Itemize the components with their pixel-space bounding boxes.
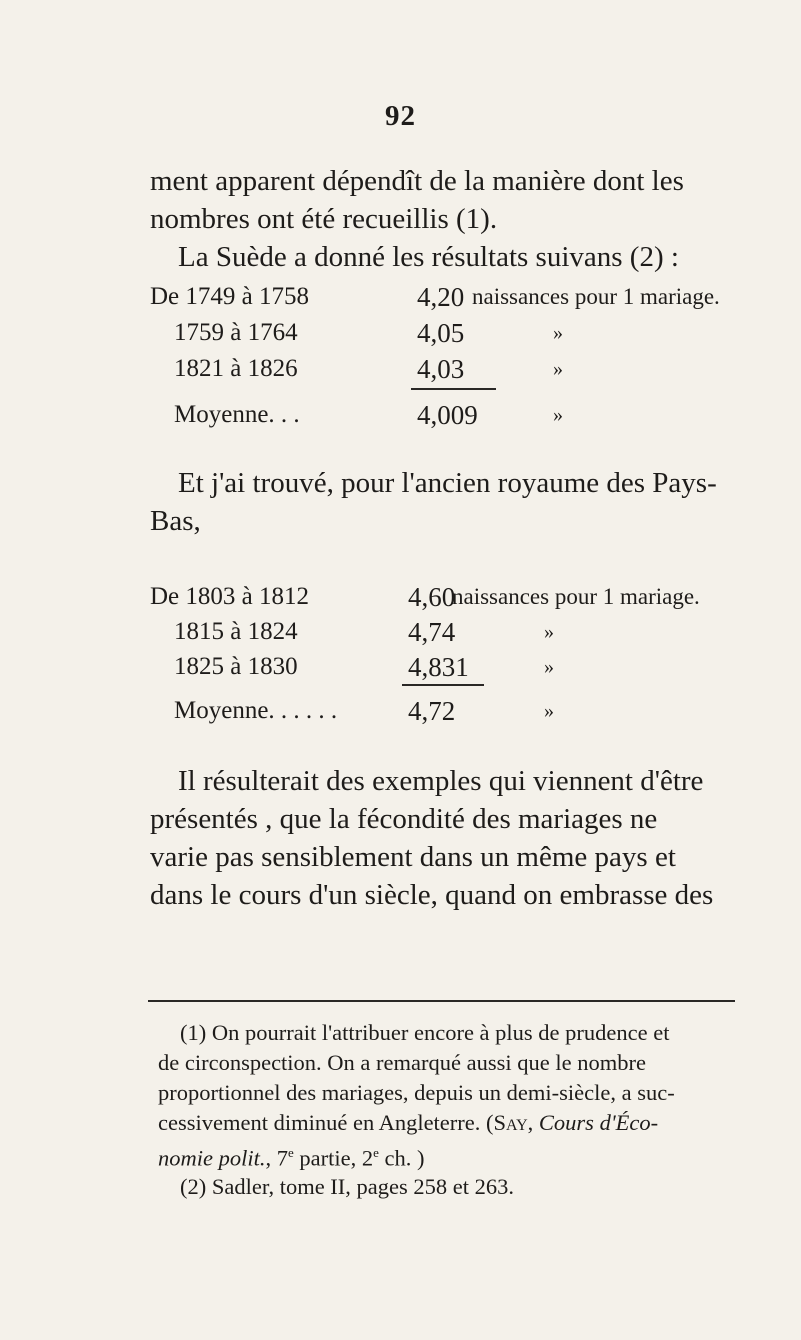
text-line: Il résulterait des exemples qui viennent d'être: [178, 765, 704, 797]
paragraph-netherlands: [150, 464, 750, 540]
text-line: de circonspection. On a remarqué aussi que le nombre: [158, 1050, 646, 1075]
text-line: présentés , que la fécondité des mariages ne: [150, 803, 658, 835]
text-line: ment apparent dépendît de la manière dont les: [150, 165, 684, 197]
value-cell: 4,60: [408, 582, 456, 612]
footnote-divider: [148, 1000, 735, 1002]
table-row: [150, 580, 790, 614]
value-cell: 4,74: [408, 617, 456, 647]
value-cell: 4,03: [417, 354, 465, 384]
text-segment: partie, 2: [293, 1145, 374, 1171]
table-row: [150, 316, 790, 350]
sum-rule: [402, 684, 484, 686]
text-line: [158, 1138, 758, 1174]
citation-title: Cours d'Éco-: [538, 1110, 659, 1135]
citation-title: nomie polit.: [158, 1145, 266, 1171]
footnote-1: [158, 1018, 758, 1174]
text-line: cessivement diminué en Angleterre. (Say, Cours d'Éco-: [158, 1110, 659, 1135]
table-row: [150, 280, 790, 314]
text-line: Bas,: [150, 505, 201, 537]
average-label: Moyenne. . .: [174, 401, 300, 428]
table-row-average: [150, 694, 790, 728]
page-number: 92: [385, 100, 416, 132]
period-cell: De 1803 à 1812: [150, 583, 309, 610]
ditto-mark: »: [544, 621, 554, 643]
period-cell: De 1749 à 1758: [150, 283, 309, 310]
average-value: 4,009: [417, 400, 478, 430]
text-line: proportionnel des mariages, depuis un demi-siècle, a suc-: [158, 1080, 675, 1105]
ditto-mark: »: [553, 322, 563, 344]
ditto-mark: »: [544, 656, 554, 678]
paragraph-intro: [150, 162, 750, 276]
average-value: 4,72: [408, 696, 456, 726]
sum-rule: [411, 388, 496, 390]
table-row: [150, 650, 790, 684]
footnote-2: [180, 1172, 780, 1202]
unit-cell: naissances pour 1 mariage.: [472, 284, 720, 309]
table-row-average: [150, 398, 790, 432]
period-cell: 1759 à 1764: [174, 319, 298, 346]
value-cell: 4,05: [417, 318, 465, 348]
value-cell: 4,831: [408, 652, 469, 682]
unit-cell: naissances pour 1 mariage.: [452, 584, 700, 609]
text-line: (2) Sadler, tome II, pages 258 et 263.: [180, 1174, 515, 1199]
text-line: (1) On pourrait l'attribuer encore à plus de prudence et: [180, 1020, 670, 1045]
text-segment: cessivement diminué en Angleterre. (: [158, 1110, 494, 1135]
superscript: e: [288, 1145, 294, 1160]
table-row: [150, 352, 790, 386]
text-line: nombres ont été recueillis (1).: [150, 203, 498, 235]
ditto-mark: »: [553, 404, 563, 426]
average-label: Moyenne. . . . . .: [174, 697, 338, 724]
period-cell: 1825 à 1830: [174, 653, 298, 680]
text-segment: ch. ): [378, 1145, 425, 1171]
citation-author: Say: [493, 1110, 528, 1135]
period-cell: 1815 à 1824: [174, 618, 298, 645]
superscript: e: [373, 1145, 379, 1160]
text-line: Et j'ai trouvé, pour l'ancien royaume des Pays-: [178, 467, 717, 499]
text-segment: , 7: [265, 1145, 288, 1171]
value-cell: 4,20: [417, 282, 465, 312]
text-line: varie pas sensiblement dans un même pays et: [150, 841, 676, 873]
period-cell: 1821 à 1826: [174, 355, 298, 382]
paragraph-conclusion: [150, 762, 750, 914]
ditto-mark: »: [544, 700, 554, 722]
table-row: [150, 615, 790, 649]
text-line: La Suède a donné les résultats suivans (2) :: [178, 241, 679, 273]
ditto-mark: »: [553, 358, 563, 380]
text-line: dans le cours d'un siècle, quand on embrasse des: [150, 879, 714, 911]
